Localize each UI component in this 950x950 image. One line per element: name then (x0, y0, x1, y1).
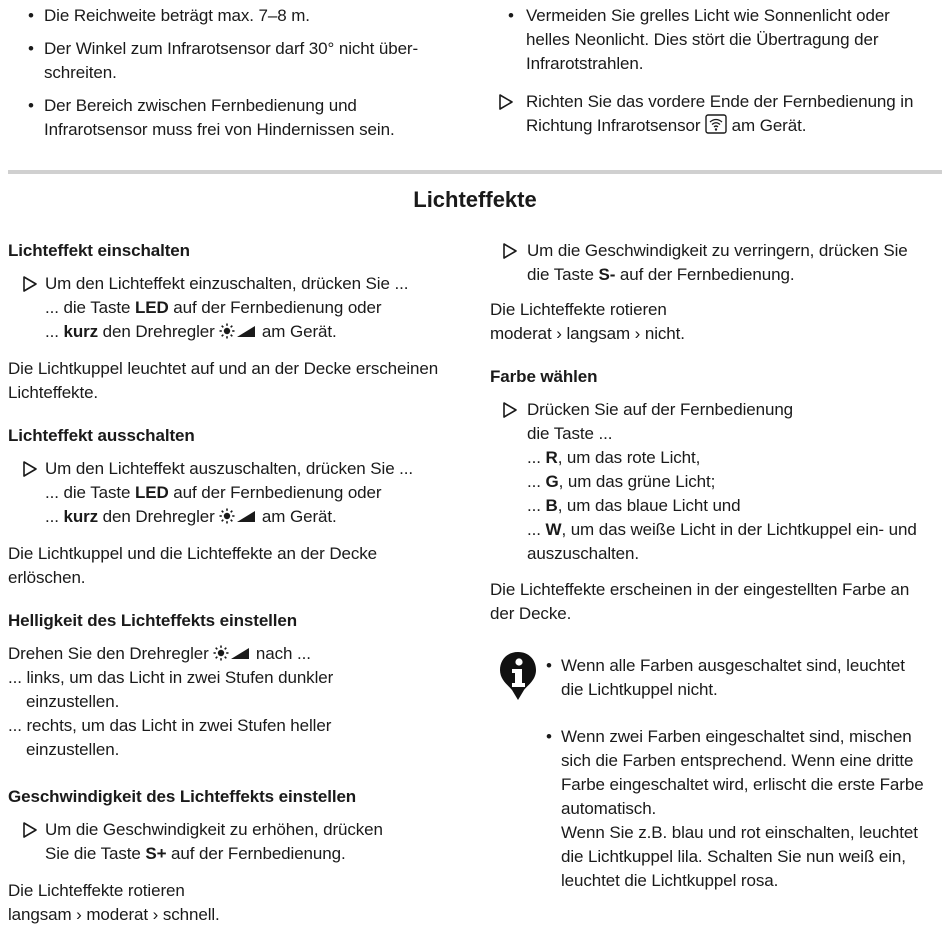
section-title: Lichteffekte (413, 187, 537, 212)
triangle-right-icon (22, 276, 38, 292)
heading-lichteffekt-ausschalten: Lichteffekt ausschalten (8, 426, 195, 445)
note-bullet: • (546, 727, 552, 746)
paragraph: erlöschen. (8, 568, 86, 587)
heading-farbe-waehlen: Farbe wählen (490, 367, 598, 386)
step-text: Um die Geschwindigkeit zu verringern, drücken Sie (527, 241, 908, 260)
step-line: ... R, um das rote Licht, (527, 448, 701, 467)
infrared-sensor-icon (705, 114, 727, 134)
bullet-text: Der Winkel zum Infrarotsensor darf 30° nicht über- (44, 39, 419, 58)
step-line: ... G, um das grüne Licht; (527, 472, 716, 491)
note-text: automatisch. (561, 799, 657, 818)
triangle-right-icon (502, 402, 518, 418)
note-text: Farbe eingeschaltet wird, erlischt die erste Farbe (561, 775, 924, 794)
paragraph: Drehen Sie den Drehregler nach ... (8, 644, 311, 663)
heading-helligkeit: Helligkeit des Lichteffekts einstellen (8, 611, 298, 630)
bullet-text: Die Reichweite beträgt max. 7–8 m. (44, 6, 310, 25)
bullet-text: Infrarotstrahlen. (526, 54, 644, 73)
info-icon (498, 650, 538, 702)
note-text: leuchtet die Lichtkuppel rosa. (561, 871, 779, 890)
triangle-right-icon (502, 243, 518, 259)
step-line: die Taste S- auf der Fernbedienung. (527, 265, 795, 284)
paragraph: Die Lichteffekte rotieren (8, 881, 185, 900)
step-text (526, 114, 806, 138)
note-text: die Lichtkuppel nicht. (561, 680, 718, 699)
paragraph: langsam › moderat › schnell. (8, 905, 220, 924)
step-text: Um den Lichteffekt einzuschalten, drücken Sie ... (45, 274, 409, 293)
bullet-text: helles Neonlicht. Dies stört die Übertragung der (526, 30, 879, 49)
paragraph: ... rechts, um das Licht in zwei Stufen heller (8, 716, 332, 735)
triangle-right-icon (22, 461, 38, 477)
triangle-right-icon (498, 94, 514, 110)
step-text-part: Richtung Infrarotsensor (526, 116, 701, 135)
step-text: Um die Geschwindigkeit zu erhöhen, drücken (45, 820, 383, 839)
paragraph: Lichteffekte. (8, 383, 99, 402)
sun-brightness-icon (213, 644, 251, 662)
step-text: auszuschalten. (527, 544, 640, 563)
bullet-item: • (28, 96, 34, 115)
sun-brightness-icon (219, 322, 257, 340)
step-line: ... kurz den Drehregler am Gerät. (45, 507, 337, 526)
bullet-text: Der Bereich zwischen Fernbedienung und (44, 96, 357, 115)
note-text: die Lichtkuppel lila. Schalten Sie nun weiß ein, (561, 847, 906, 866)
heading-lichteffekt-einschalten: Lichteffekt einschalten (8, 241, 190, 260)
bullet-text: schreiten. (44, 63, 117, 82)
step-line: ... B, um das blaue Licht und (527, 496, 741, 515)
bullet-item: • (28, 39, 34, 58)
paragraph: der Decke. (490, 604, 572, 623)
bullet-item: • (508, 6, 514, 25)
step-line: Sie die Taste S+ auf der Fernbedienung. (45, 844, 346, 863)
bullet-text: Infrarotsensor muss frei von Hindernissen sein. (44, 120, 395, 139)
paragraph: Die Lichtkuppel und die Lichteffekte an der Decke (8, 544, 378, 563)
step-line: ... kurz den Drehregler am Gerät. (45, 322, 337, 341)
step-text: Richten Sie das vordere Ende der Fernbedienung in (526, 92, 914, 111)
note-bullet: • (546, 656, 552, 675)
paragraph: ... links, um das Licht in zwei Stufen dunkler (8, 668, 334, 687)
step-line: ... W, um das weiße Licht in der Lichtkuppel ein- und (527, 520, 917, 539)
note-text: Wenn alle Farben ausgeschaltet sind, leuchtet (561, 656, 905, 675)
step-text: Drücken Sie auf der Fernbedienung (527, 400, 794, 419)
paragraph: Die Lichtkuppel leuchtet auf und an der Decke erscheinen (8, 359, 439, 378)
triangle-right-icon (22, 822, 38, 838)
sun-brightness-icon (219, 507, 257, 525)
step-line: ... die Taste LED auf der Fernbedienung oder (45, 298, 382, 317)
note-text: sich die Farben entsprechend. Wenn eine dritte (561, 751, 914, 770)
step-line: ... die Taste LED auf der Fernbedienung oder (45, 483, 382, 502)
step-text-part: am Gerät. (731, 116, 807, 135)
paragraph: einzustellen. (26, 740, 120, 759)
note-text: Wenn zwei Farben eingeschaltet sind, mischen (561, 727, 912, 746)
bullet-text: Vermeiden Sie grelles Licht wie Sonnenlicht oder (526, 6, 890, 25)
paragraph: Die Lichteffekte erscheinen in der eingestellten Farbe an (490, 580, 910, 599)
paragraph: Die Lichteffekte rotieren (490, 300, 667, 319)
step-text: die Taste ... (527, 424, 613, 443)
note-text: Wenn Sie z.B. blau und rot einschalten, leuchtet (561, 823, 918, 842)
paragraph: moderat › langsam › nicht. (490, 324, 685, 343)
step-text: Um den Lichteffekt auszuschalten, drücken Sie ... (45, 459, 414, 478)
section-divider (8, 170, 942, 174)
paragraph: einzustellen. (26, 692, 120, 711)
bullet-item: • (28, 6, 34, 25)
heading-geschwindigkeit: Geschwindigkeit des Lichteffekts einstellen (8, 787, 357, 806)
